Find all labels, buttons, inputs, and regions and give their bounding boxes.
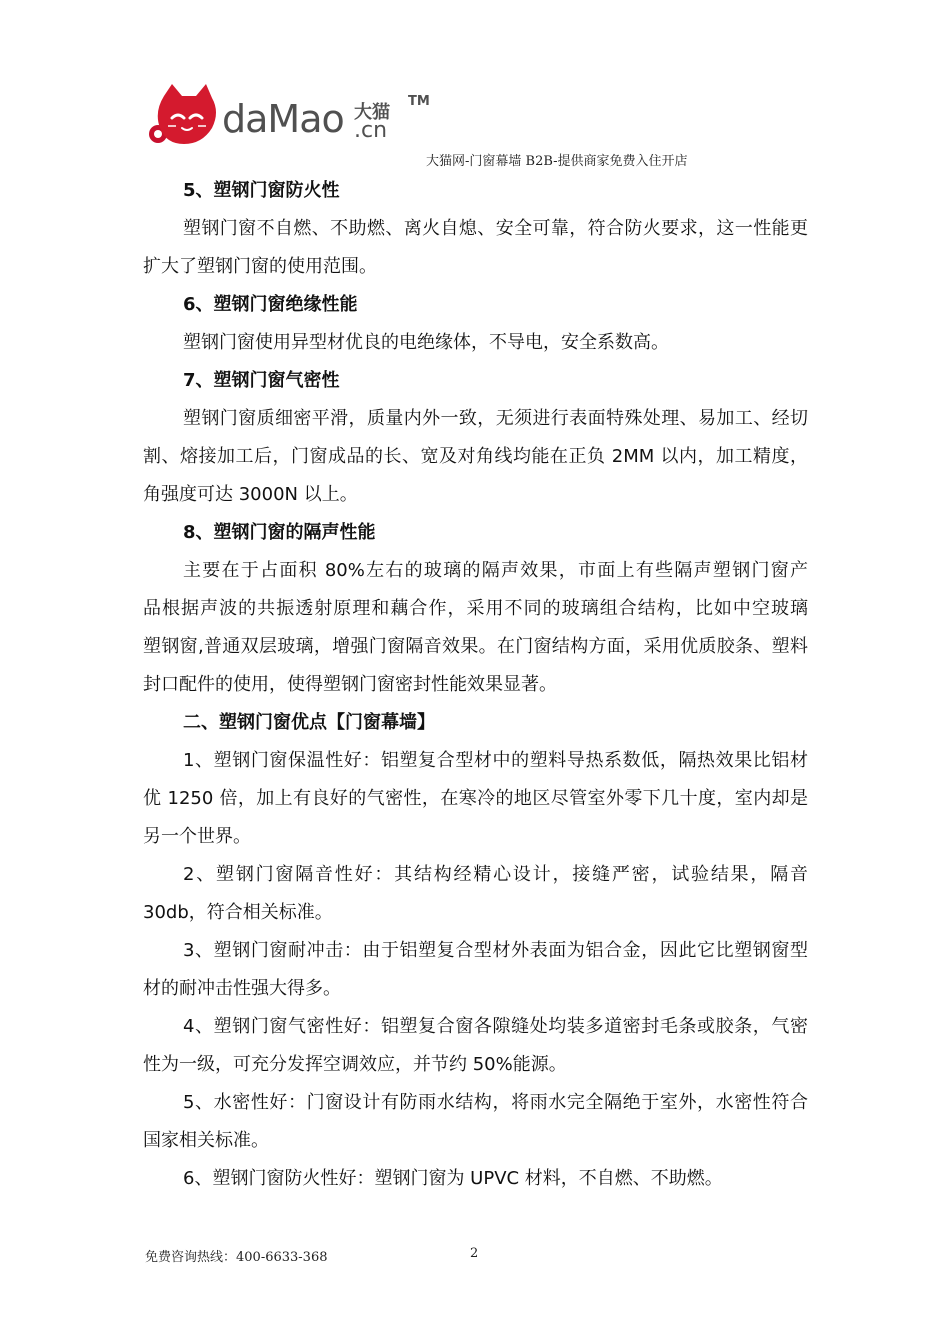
document-body xyxy=(143,172,808,1198)
cat-mascot-icon xyxy=(146,82,220,152)
paragraph-line: 封口配件的使用，使得塑钢门窗密封性能效果显著。 xyxy=(143,674,557,695)
paragraph-line: 塑钢窗,普通双层玻璃，增强门窗隔音效果。在门窗结构方面，采用优质胶条、塑料 xyxy=(143,636,808,657)
trademark-mark: TM xyxy=(408,94,430,109)
header-tagline: 大猫网-门窗幕墙 B2B-提供商家免费入住开店 xyxy=(426,154,688,169)
paragraph-line: 角强度可达 3000N 以上。 xyxy=(143,484,358,505)
paragraph-line: 1、塑钢门窗保温性好：铝塑复合型材中的塑料导热系数低，隔热效果比铝材 xyxy=(183,750,808,771)
paragraph-line: 30db，符合相关标准。 xyxy=(143,902,333,923)
paragraph-line: 6、塑钢门窗防火性好：塑钢门窗为 UPVC 材料，不自燃、不助燃。 xyxy=(183,1168,723,1189)
section-heading: 6、塑钢门窗绝缘性能 xyxy=(183,294,358,315)
paragraph-line: 性为一级，可充分发挥空调效应，并节约 50%能源。 xyxy=(143,1054,567,1075)
paragraph-line: 割、熔接加工后，门窗成品的长、宽及对角线均能在正负 2MM 以内，加工精度， xyxy=(143,446,808,467)
paragraph-line: 塑钢门窗不自燃、不助燃、离火自熄、安全可靠，符合防火要求，这一性能更 xyxy=(183,218,808,239)
paragraph-line: 5、水密性好：门窗设计有防雨水结构，将雨水完全隔绝于室外，水密性符合 xyxy=(183,1092,808,1113)
paragraph-line: 优 1250 倍，加上有良好的气密性，在寒冷的地区尽管室外零下几十度，室内却是 xyxy=(143,788,808,809)
paragraph-line: 4、塑钢门窗气密性好：铝塑复合窗各隙缝处均装多道密封毛条或胶条，气密 xyxy=(183,1016,808,1037)
paragraph-line: 另一个世界。 xyxy=(143,826,251,847)
damao-logo xyxy=(146,82,436,156)
paragraph-line: 主要在于占面积 80%左右的玻璃的隔声效果，市面上有些隔声塑钢门窗产 xyxy=(183,560,808,581)
page-number: 2 xyxy=(470,1246,479,1261)
paragraph-line: 扩大了塑钢门窗的使用范围。 xyxy=(143,256,377,277)
section-heading: 二、塑钢门窗优点【门窗幕墙】 xyxy=(183,712,435,733)
paragraph-line: 材的耐冲击性强大得多。 xyxy=(143,978,341,999)
paragraph-line: 塑钢门窗使用异型材优良的电绝缘体，不导电，安全系数高。 xyxy=(183,332,669,353)
section-heading: 7、塑钢门窗气密性 xyxy=(183,370,340,391)
paragraph-line: 塑钢门窗质细密平滑，质量内外一致，无须进行表面特殊处理、易加工、经切 xyxy=(183,408,808,429)
logo-wordmark: daMao xyxy=(222,97,344,141)
section-heading: 8、塑钢门窗的隔声性能 xyxy=(183,522,376,543)
paragraph-line: 品根据声波的共振透射原理和藕合作，采用不同的玻璃组合结构，比如中空玻璃 xyxy=(143,598,808,619)
paragraph-line: 2、塑钢门窗隔音性好：其结构经精心设计，接缝严密，试验结果，隔音 xyxy=(183,864,808,885)
logo-domain-suffix: .cn xyxy=(354,118,388,143)
footer-hotline: 免费咨询热线：400-6633-368 xyxy=(145,1250,328,1265)
logo-chinese: 大猫 xyxy=(354,102,390,123)
paragraph-line: 国家相关标准。 xyxy=(143,1130,269,1151)
paragraph-line: 3、塑钢门窗耐冲击：由于铝塑复合型材外表面为铝合金，因此它比塑钢窗型 xyxy=(183,940,808,961)
section-heading: 5、塑钢门窗防火性 xyxy=(183,180,340,201)
